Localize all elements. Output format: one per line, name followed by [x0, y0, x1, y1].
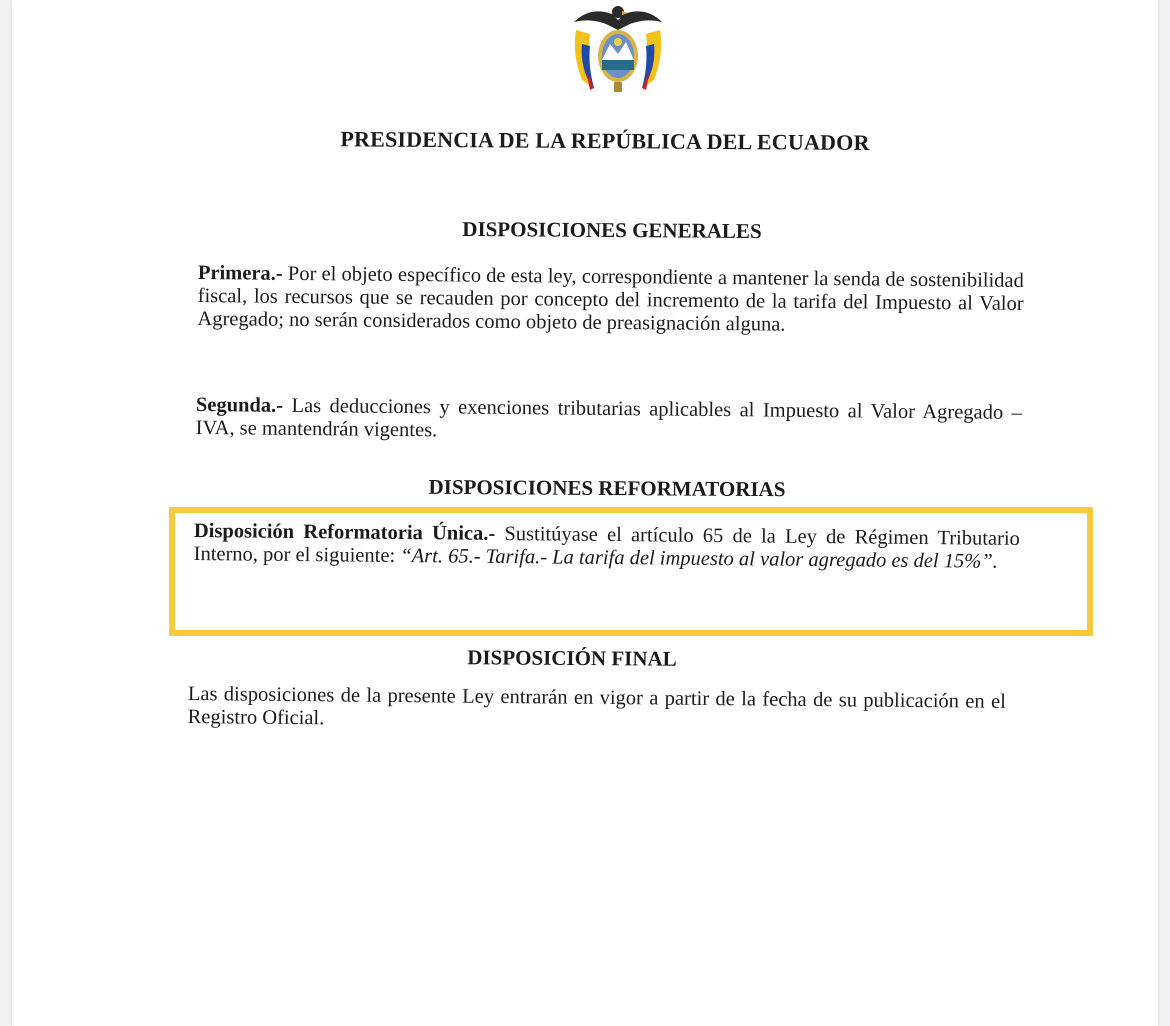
- reformatoria-lead: Disposición Reformatoria Única.-: [193, 520, 496, 545]
- document-title: PRESIDENCIA DE LA REPÚBLICA DEL ECUADOR: [340, 126, 870, 155]
- primera-text: Por el objeto específico de esta ley, correspondiente a mantener la senda de sostenibilidad fiscal, los recursos que se recauden por concepto del incremento de la tarifa del Impuesto al Valor Agregado; no serán considerados como objeto de preasignación alguna.: [197, 262, 1024, 336]
- heading-disposicion-final: DISPOSICIÓN FINAL: [467, 645, 677, 671]
- reformatoria-text: Sustitúyase el artículo 65 de la Ley de Régimen Tributario Interno, por el siguiente:: [193, 522, 1020, 567]
- primera-lead: Primera.-: [197, 262, 283, 285]
- heading-disposiciones-reformatorias: DISPOSICIONES REFORMATORIAS: [428, 474, 786, 502]
- segunda-lead: Segunda.-: [195, 394, 284, 417]
- reformatoria-quote: “Art. 65.- Tarifa.- La tarifa del impuesto al valor agregado es del 15%”.: [400, 544, 998, 573]
- highlight-box: [169, 507, 1093, 636]
- ecuador-coat-of-arms-icon: [568, 0, 668, 100]
- paragraph-primera: [197, 262, 1024, 339]
- segunda-text: Las deducciones y exenciones tributarias aplicables al Impuesto al Valor Agregado – IVA, se mantendrán vigentes.: [195, 394, 1022, 442]
- paragraph-final: Las disposiciones de la presente Ley entrarán en vigor a partir de la fecha de su publicación en el Registro Oficial.: [187, 683, 1006, 730]
- paragraph-segunda: [196, 394, 1022, 448]
- heading-disposiciones-generales: DISPOSICIONES GENERALES: [462, 216, 762, 244]
